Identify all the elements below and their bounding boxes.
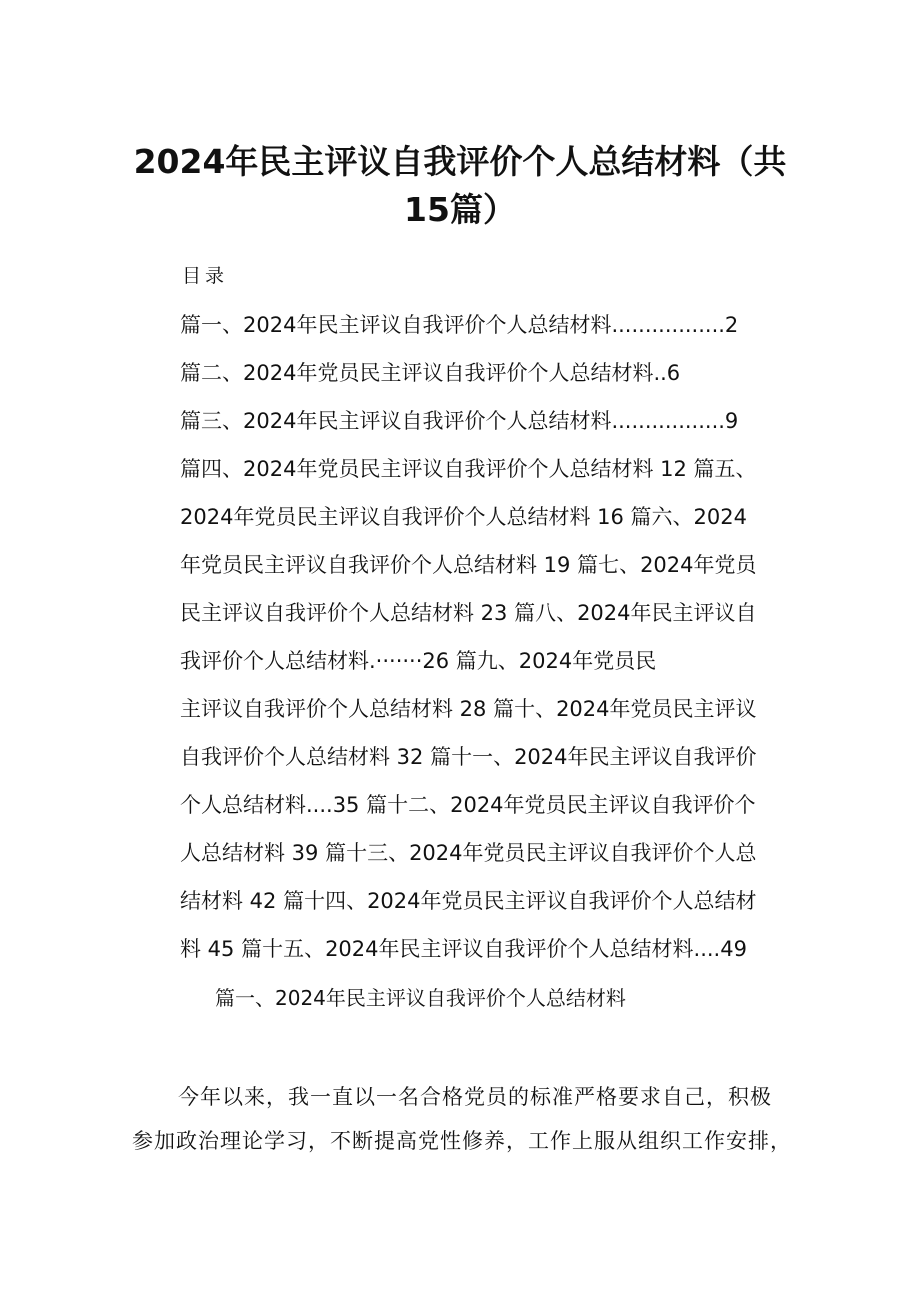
document-title-line-1: 2024年民主评议自我评价个人总结材料（共 (133, 142, 787, 181)
toc-heading: 目录 (182, 265, 229, 287)
toc-line: 篇二、2024年党员民主评议自我评价个人总结材料..6 (180, 361, 681, 385)
toc-line: 我评价个人总结材料.·······26 篇九、2024年党员民 (180, 649, 657, 673)
toc-line: 2024年党员民主评议自我评价个人总结材料 16 篇六、2024 (180, 505, 747, 529)
body-paragraph-line: 参加政治理论学习，不断提高党性修养，工作上服从组织工作安排， (132, 1129, 792, 1153)
document-title-line-2: 15篇） (404, 190, 516, 229)
toc-line: 人总结材料 39 篇十三、2024年党员民主评议自我评价个人总 (180, 841, 757, 865)
toc-line: 主评议自我评价个人总结材料 28 篇十、2024年党员民主评议 (180, 697, 757, 721)
toc-line: 料 45 篇十五、2024年民主评议自我评价个人总结材料....49 (180, 937, 747, 961)
toc-line: 个人总结材料....35 篇十二、2024年党员民主评议自我评价个 (180, 793, 756, 817)
section-heading: 篇一、2024年民主评议自我评价个人总结材料 (215, 986, 626, 1010)
toc-line: 年党员民主评议自我评价个人总结材料 19 篇七、2024年党员 (180, 553, 757, 577)
toc-line: 民主评议自我评价个人总结材料 23 篇八、2024年民主评议自 (180, 601, 757, 625)
body-paragraph-line: 今年以来，我一直以一名合格党员的标准严格要求自己，积极 (178, 1085, 772, 1109)
toc-line: 篇四、2024年党员民主评议自我评价个人总结材料 12 篇五、 (180, 457, 757, 481)
toc-line: 篇三、2024年民主评议自我评价个人总结材料.................9 (180, 409, 739, 433)
toc-line: 自我评价个人总结材料 32 篇十一、2024年民主评议自我评价 (180, 745, 757, 769)
toc-line: 结材料 42 篇十四、2024年党员民主评议自我评价个人总结材 (180, 889, 757, 913)
toc-line: 篇一、2024年民主评议自我评价个人总结材料.................2 (180, 313, 739, 337)
